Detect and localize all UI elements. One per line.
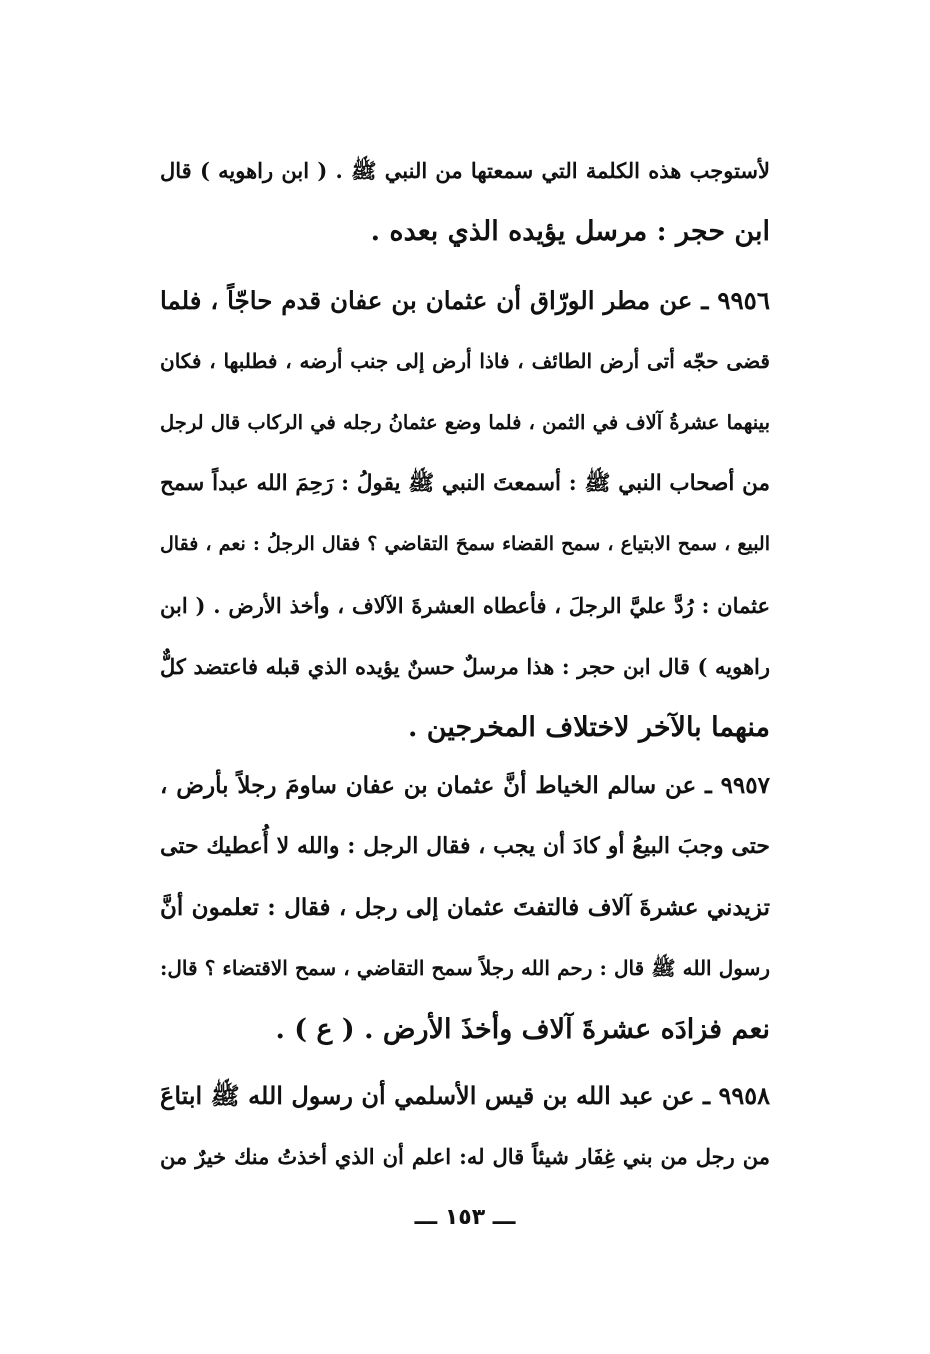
text-line: البيع ، سمح الابتياع ، سمح القضاء سمحَ التقاضي ؟ فقال الرجلُ : نعم ، فقال bbox=[160, 533, 770, 555]
text-line: لأستوجب هذه الكلمة التي سمعتها من النبي ﷺ . ( ابن راهويه ) قال bbox=[160, 158, 770, 183]
text-line: رسول الله ﷺ قال : رحم الله رجلاً سمح التقاضي ، سمح الاقتضاء ؟ قال: bbox=[160, 956, 770, 980]
paragraph-continuation bbox=[160, 140, 770, 262]
paragraph-9958 bbox=[160, 1065, 770, 1187]
text-line: نعم فزادَه عشرةَ آلاف وأخذَ الأرض . ( ع ) . bbox=[275, 1014, 770, 1045]
text-line: راهويه ) قال ابن حجر : هذا مرسلٌ حسنٌ يؤيده الذي قبله فاعتضد كلٌّ bbox=[160, 654, 770, 679]
paragraph-9956 bbox=[160, 270, 770, 758]
text-line: ٩٩٥٨ ـ عن عبد الله بن قيس الأسلمي أن رسول الله ﷺ ابتاعَ bbox=[160, 1081, 770, 1110]
page-number: ـــ ١٥٣ ـــ bbox=[414, 1205, 516, 1230]
text-line: تزيدني عشرةَ آلاف فالتفتَ عثمان إلى رجل ، فقال : تعلمون أنَّ bbox=[160, 894, 770, 921]
text-line: ابن حجر : مرسل يؤيده الذي بعده . bbox=[370, 216, 770, 247]
text-line: حتى وجبَ البيعُ أو كادَ أن يجب ، فقال الرجل : والله لا أُعطيك حتى bbox=[160, 833, 770, 859]
text-line: من رجل من بني غِفَار شيئاً قال له: اعلم أن الذي أخذتُ منك خيرٌ من bbox=[160, 1144, 770, 1169]
text-line: ٩٩٥٦ ـ عن مطر الورّاق أن عثمان بن عفان قدم حاجّاً ، فلما bbox=[160, 286, 770, 315]
text-line: ٩٩٥٧ ـ عن سالم الخياط أنَّ عثمان بن عفان ساومَ رجلاً بأرض ، bbox=[160, 772, 770, 799]
text-line: بينهما عشرةُ آلاف في الثمن ، فلما وضع عثمانُ رجله في الركاب قال لرجل bbox=[160, 411, 770, 434]
paragraph-9957 bbox=[160, 755, 770, 1060]
text-line: من أصحاب النبي ﷺ : أسمعتَ النبي ﷺ يقولُ : رَحِمَ الله عبداً سمح bbox=[160, 471, 770, 496]
text-line: منهما بالآخر لاختلاف المخرجين . bbox=[407, 712, 770, 743]
text-line: قضى حجّه أتى أرض الطائف ، فاذا أرض إلى جنب أرضه ، فطلبها ، فكان bbox=[160, 349, 770, 373]
text-line: عثمان : رُدَّ عليَّ الرجلَ ، فأعطاه العشرةَ الآلاف ، وأخذ الأرض . ( ابن bbox=[160, 593, 770, 618]
